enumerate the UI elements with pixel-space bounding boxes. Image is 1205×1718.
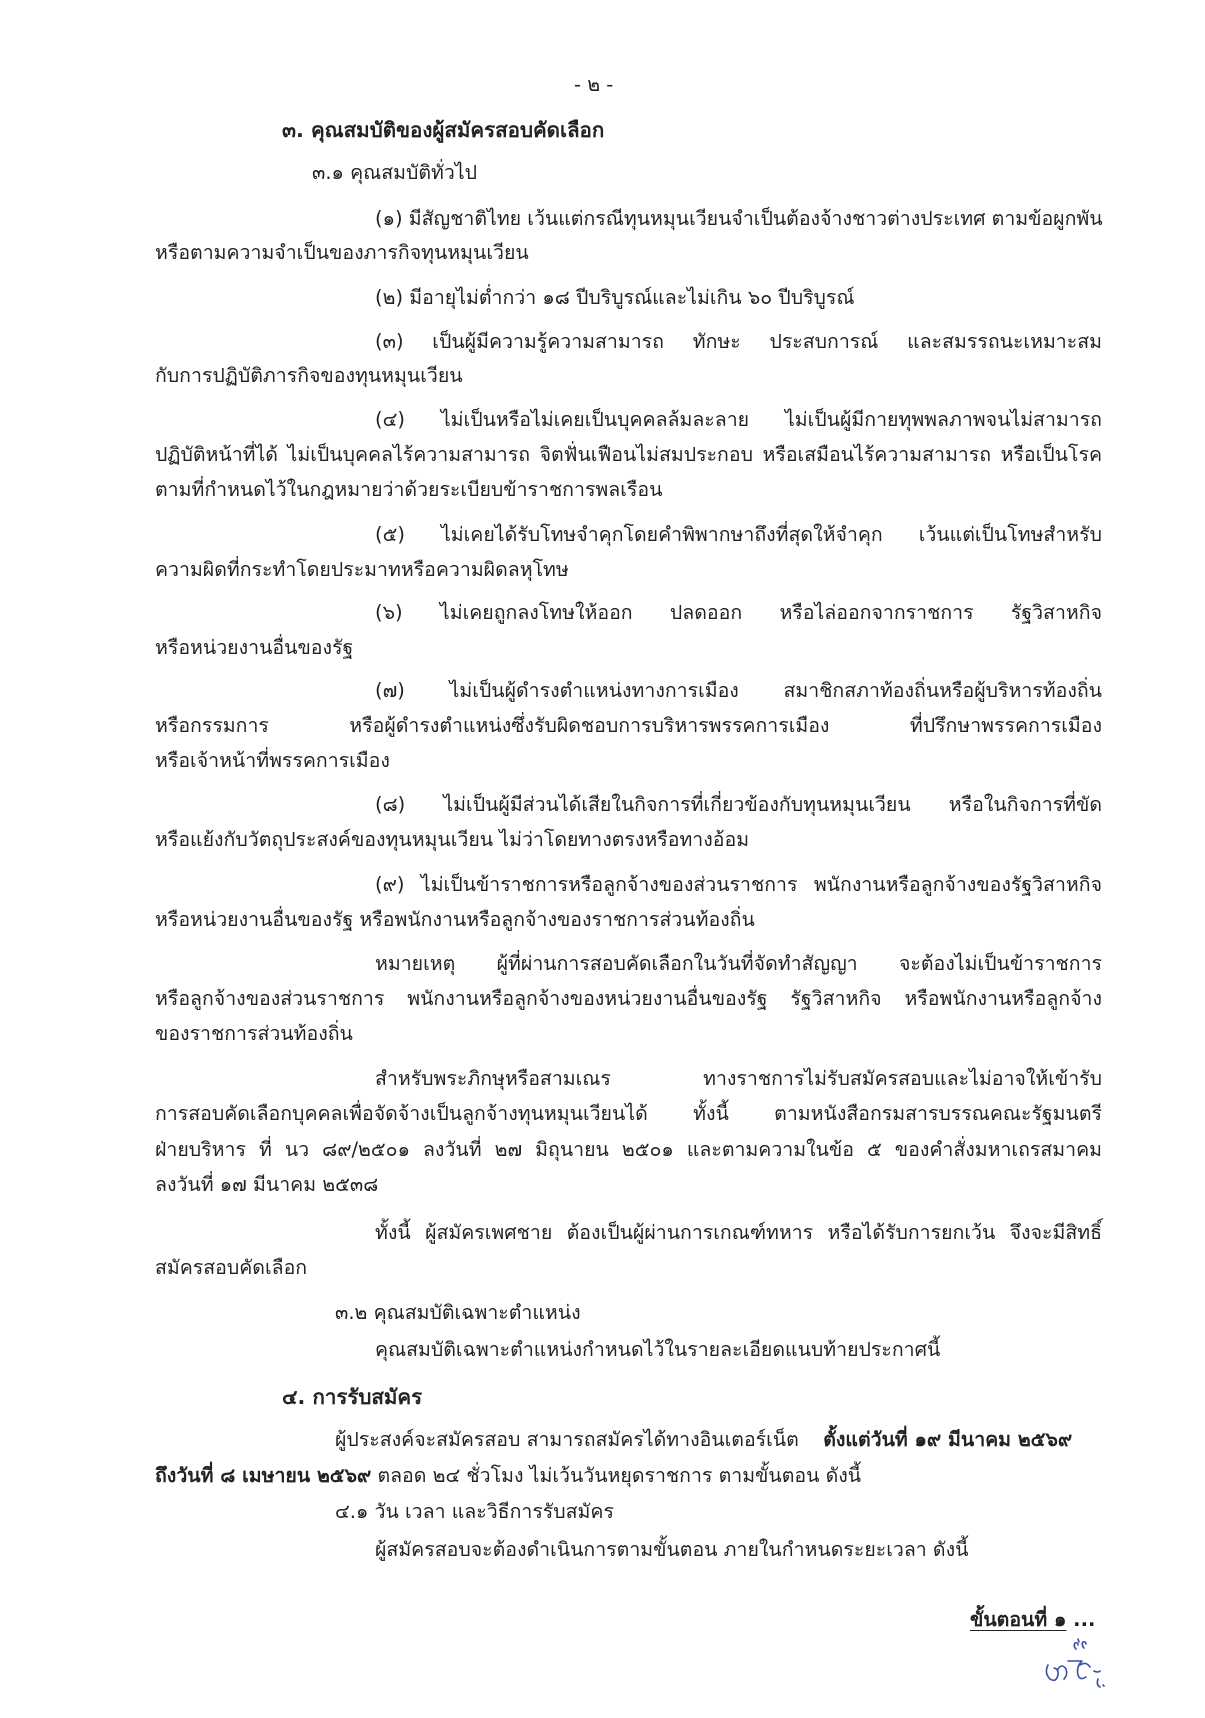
intro-text: ผู้ประสงค์จะสมัครสอบ สามารถสมัครได้ทางอินเตอร์เน็ต xyxy=(335,1428,799,1451)
item-4-line-2: ปฏิบัติหน้าที่ได้ ไม่เป็นบุคคลไร้ความสามารถ จิตฟั่นเฟือนไม่สมประกอบ หรือเสมือนไร้ความสามารถ หรือเป็นโรค xyxy=(155,443,1102,466)
next-page-ellipsis: ... xyxy=(1066,1608,1096,1631)
handwritten-initials xyxy=(1040,1635,1110,1695)
item-4-line-3: ตามที่กำหนดไว้ในกฎหมายว่าด้วยระเบียบข้าราชการพลเรือน xyxy=(155,478,663,501)
section-4-1-heading: ๔.๑ วัน เวลา และวิธีการรับสมัคร xyxy=(335,1500,614,1523)
section-3-heading: ๓. คุณสมบัติของผู้สมัครสอบคัดเลือก xyxy=(282,118,605,142)
hours-text: ตลอด ๒๔ ชั่วโมง ไม่เว้นวันหยุดราชการ ตามขั้นตอน ดังนี้ xyxy=(377,1464,862,1487)
section-3-2-text: คุณสมบัติเฉพาะตำแหน่งกำหนดไว้ในรายละเอียดแนบท้ายประกาศนี้ xyxy=(375,1338,941,1361)
note-line-3: ของราชการส่วนท้องถิ่น xyxy=(155,1022,353,1045)
item-5-line-2: ความผิดที่กระทำโดยประมาทหรือความผิดลหุโทษ xyxy=(155,558,569,581)
item-2-line-1: (๒) มีอายุไม่ต่ำกว่า ๑๘ ปีบริบูรณ์และไม่เกิน ๖๐ ปีบริบูรณ์ xyxy=(375,286,855,309)
note-line-1: หมายเหตุ ผู้ที่ผ่านการสอบคัดเลือกในวันที่จัดทำสัญญา จะต้องไม่เป็นข้าราชการ xyxy=(375,952,1102,975)
monk-line-2: การสอบคัดเลือกบุคคลเพื่อจัดจ้างเป็นลูกจ้างทุนหมุนเวียนได้ ทั้งนี้ ตามหนังสือกรมสารบรรณคณะรัฐมนตรี xyxy=(155,1102,1102,1125)
item-3-line-1: (๓) เป็นผู้มีความรู้ความสามารถ ทักษะ ประสบการณ์ และสมรรถนะเหมาะสม xyxy=(375,330,1102,353)
section-4-intro-line-1 xyxy=(335,1425,1072,1455)
page-number: - ๒ - xyxy=(574,73,614,96)
section-4-1-text: ผู้สมัครสอบจะต้องดำเนินการตามขั้นตอน ภายในกำหนดระยะเวลา ดังนี้ xyxy=(375,1538,969,1561)
item-1-line-1: (๑) มีสัญชาติไทย เว้นแต่กรณีทุนหมุนเวียนจำเป็นต้องจ้างชาวต่างประเทศ ตามข้อผูกพัน xyxy=(375,207,1103,230)
section-3-2-heading: ๓.๒ คุณสมบัติเฉพาะตำแหน่ง xyxy=(335,1301,581,1324)
item-9-line-1: (๙) ไม่เป็นข้าราชการหรือลูกจ้างของส่วนราชการ พนักงานหรือลูกจ้างของรัฐวิสาหกิจ xyxy=(375,873,1102,896)
male-line-2: สมัครสอบคัดเลือก xyxy=(155,1256,308,1279)
section-4-intro-line-2 xyxy=(155,1461,861,1491)
item-3-line-2: กับการปฏิบัติภารกิจของทุนหมุนเวียน xyxy=(155,364,463,387)
item-9-line-2: หรือหน่วยงานอื่นของรัฐ หรือพนักงานหรือลูกจ้างของราชการส่วนท้องถิ่น xyxy=(155,908,755,931)
start-date: ตั้งแต่วันที่ ๑๙ มีนาคม ๒๕๖๙ xyxy=(823,1428,1073,1451)
item-7-line-1: (๗) ไม่เป็นผู้ดำรงตำแหน่งทางการเมือง สมาชิกสภาท้องถิ่นหรือผู้บริหารท้องถิ่น xyxy=(375,679,1102,702)
item-6-line-2: หรือหน่วยงานอื่นของรัฐ xyxy=(155,636,354,659)
male-line-1: ทั้งนี้ ผู้สมัครเพศชาย ต้องเป็นผู้ผ่านการเกณฑ์ทหาร หรือได้รับการยกเว้น จึงจะมีสิทธิ์ xyxy=(375,1221,1102,1244)
monk-line-4: ลงวันที่ ๑๗ มีนาคม ๒๕๓๘ xyxy=(155,1173,379,1196)
section-4-heading: ๔. การรับสมัคร xyxy=(282,1385,423,1409)
item-6-line-1: (๖) ไม่เคยถูกลงโทษให้ออก ปลดออก หรือไล่ออกจากราชการ รัฐวิสาหกิจ xyxy=(375,601,1102,624)
item-8-line-1: (๘) ไม่เป็นผู้มีส่วนได้เสียในกิจการที่เกี่ยวข้องกับทุนหมุนเวียน หรือในกิจการที่ขัด xyxy=(375,793,1102,816)
item-5-line-1: (๕) ไม่เคยได้รับโทษจำคุกโดยคำพิพากษาถึงที่สุดให้จำคุก เว้นแต่เป็นโทษสำหรับ xyxy=(375,523,1102,546)
item-8-line-2: หรือแย้งกับวัตถุประสงค์ของทุนหมุนเวียน ไม่ว่าโดยทางตรงหรือทางอ้อม xyxy=(155,828,750,851)
next-page-label: ขั้นตอนที่ ๑ xyxy=(970,1608,1067,1631)
item-7-line-3: หรือเจ้าหน้าที่พรรคการเมือง xyxy=(155,749,390,772)
note-line-2: หรือลูกจ้างของส่วนราชการ พนักงานหรือลูกจ้างของหน่วยงานอื่นของรัฐ รัฐวิสาหกิจ หรือพนักงานหรือลูกจ้าง xyxy=(155,987,1102,1010)
item-7-line-2: หรือกรรมการ หรือผู้ดำรงตำแหน่งซึ่งรับผิดชอบการบริหารพรรคการเมือง ที่ปรึกษาพรรคการเมือง xyxy=(155,714,1102,737)
monk-line-3: ฝ่ายบริหาร ที่ นว ๘๙/๒๕๐๑ ลงวันที่ ๒๗ มิถุนายน ๒๕๐๑ และตามความในข้อ ๕ ของคำสั่งมหาเถรสมาคม xyxy=(155,1138,1102,1161)
monk-line-1: สำหรับพระภิกษุหรือสามเณร ทางราชการไม่รับสมัครสอบและไม่อาจให้เข้ารับ xyxy=(375,1067,1102,1090)
next-page-indicator xyxy=(970,1605,1095,1635)
section-3-1-heading: ๓.๑ คุณสมบัติทั่วไป xyxy=(312,161,478,184)
end-date: ถึงวันที่ ๘ เมษายน ๒๕๖๙ xyxy=(155,1464,372,1487)
item-1-line-2: หรือตามความจำเป็นของภารกิจทุนหมุนเวียน xyxy=(155,241,529,264)
item-4-line-1: (๔) ไม่เป็นหรือไม่เคยเป็นบุคคลล้มละลาย ไม่เป็นผู้มีกายทุพพลภาพจนไม่สามารถ xyxy=(375,408,1102,431)
